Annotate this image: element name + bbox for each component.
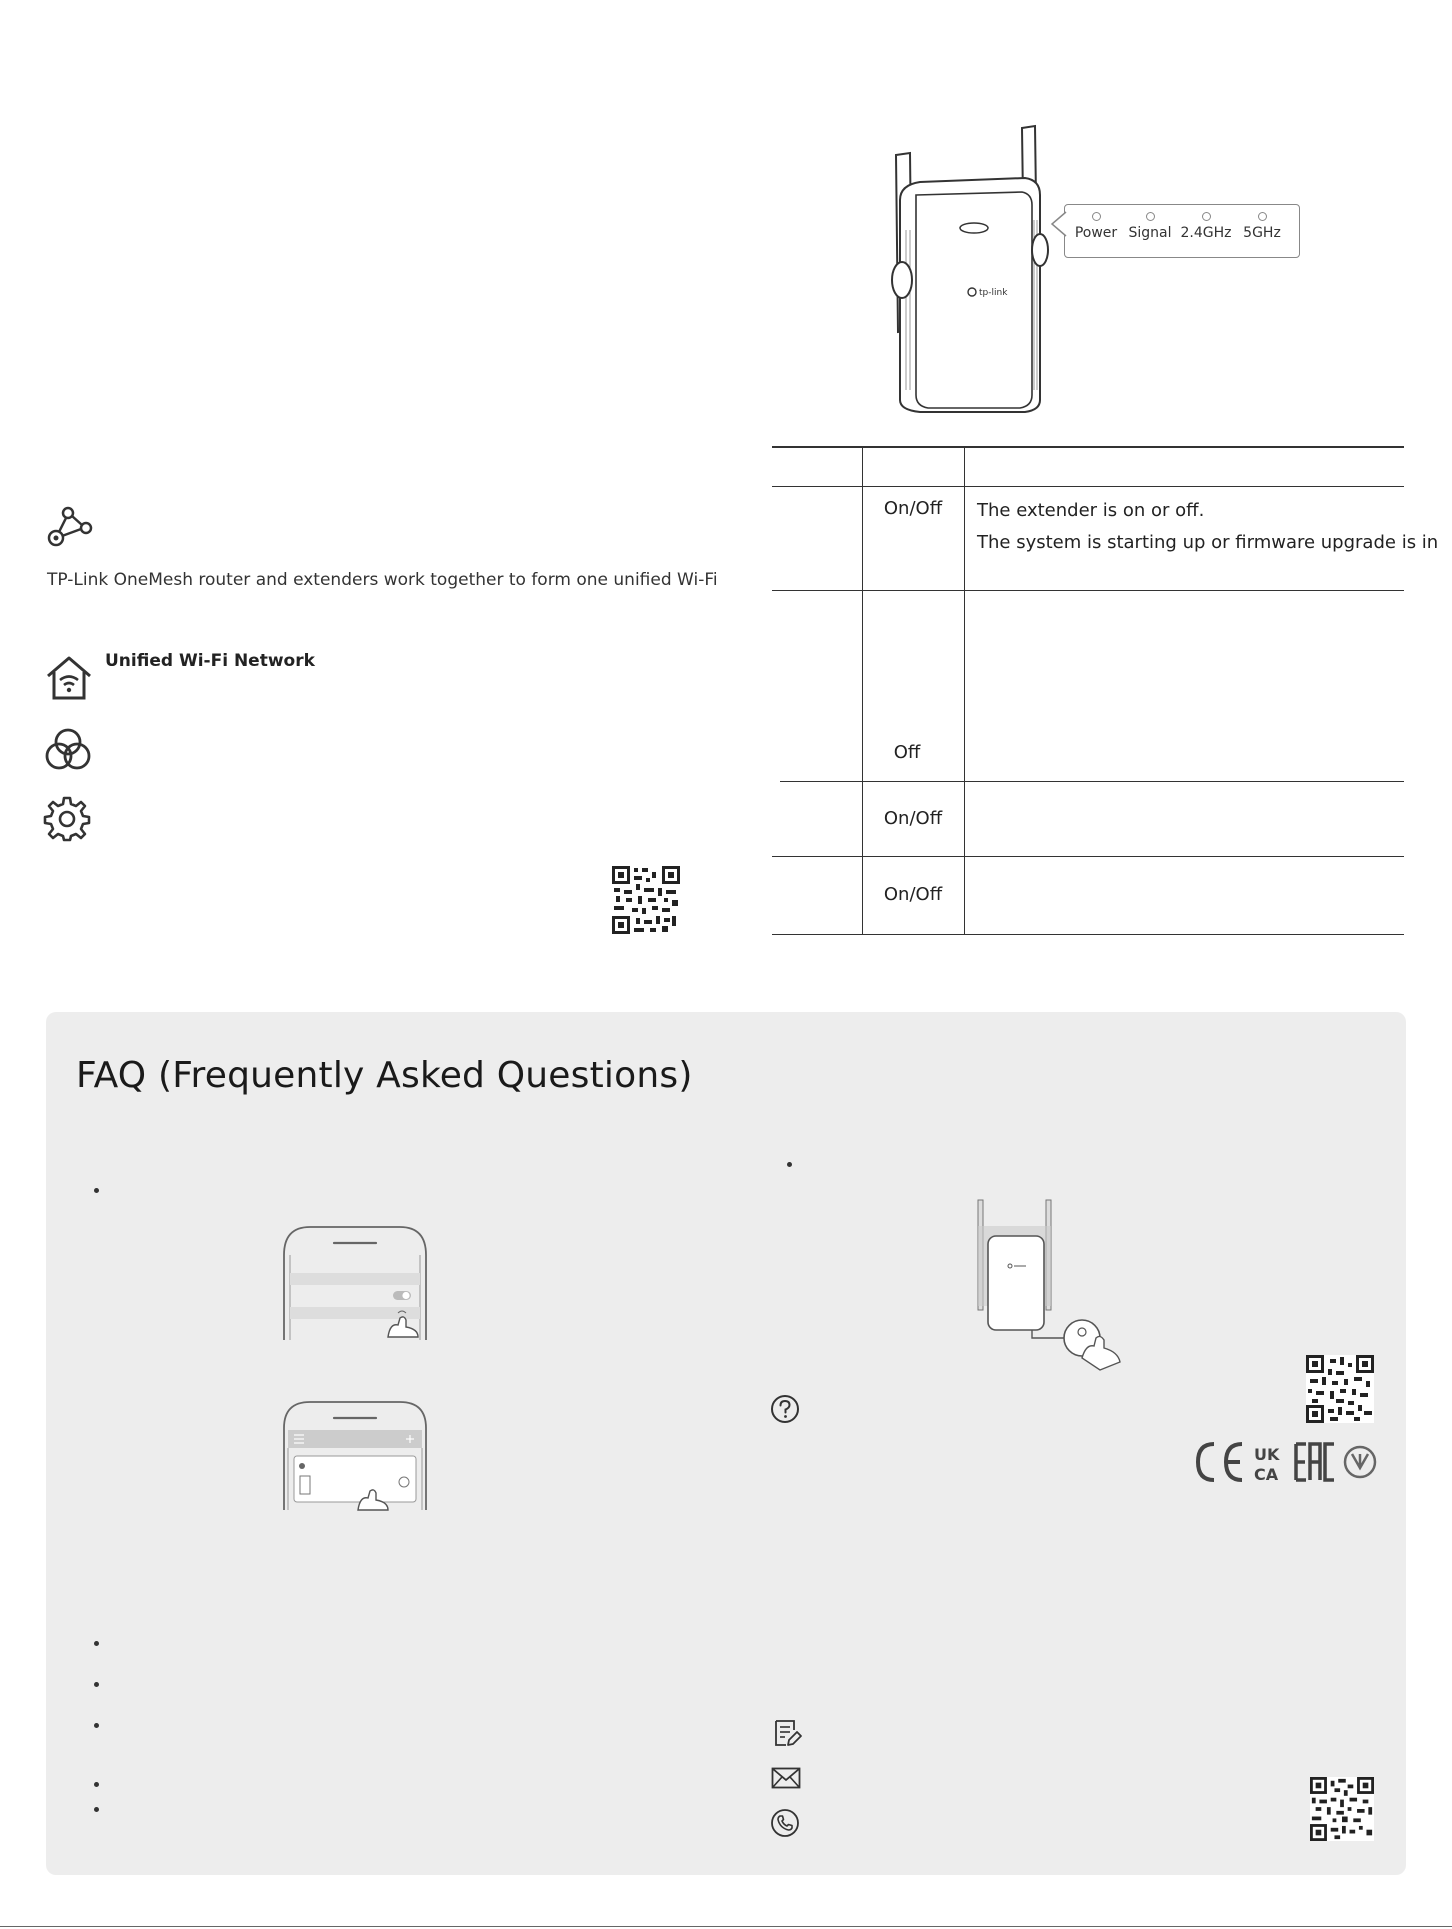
led-status-cell: On/Off — [883, 884, 943, 905]
led-label-row — [1064, 212, 1298, 252]
bullet — [94, 1723, 99, 1728]
document-edit-icon — [772, 1718, 802, 1748]
ukca-mark-uk: UK — [1254, 1445, 1280, 1464]
mail-icon — [771, 1767, 801, 1789]
bullet — [94, 1188, 99, 1193]
brand-logo: tp-link — [979, 288, 1008, 298]
led-5g — [1238, 212, 1286, 241]
feature-title: Unified Wi-Fi Network — [105, 651, 315, 671]
led-status-cell: Off — [893, 742, 921, 763]
bullet — [94, 1782, 99, 1787]
certification-marks — [1192, 1440, 1380, 1484]
led-power — [1074, 212, 1118, 241]
extender-reset-illustration — [970, 1196, 1140, 1366]
extender-illustration — [880, 120, 1080, 420]
bullet — [94, 1641, 99, 1646]
bullet — [94, 1807, 99, 1812]
led-status-cell: On/Off — [883, 808, 943, 829]
phone-illustration-app — [280, 1400, 430, 1512]
phone-illustration-settings — [280, 1225, 430, 1345]
led-status-cell: On/Off — [883, 498, 943, 519]
led-desc-line: The extender is on or off. — [977, 500, 1205, 521]
led-2g — [1180, 212, 1232, 241]
help-icon — [770, 1394, 800, 1424]
qr-code — [612, 866, 680, 934]
gear-icon — [44, 795, 90, 841]
bullet — [787, 1162, 792, 1167]
onemesh-icon — [44, 506, 94, 550]
home-wifi-icon — [44, 654, 94, 702]
led-label-signal: Signal — [1128, 225, 1172, 241]
onemesh-intro: TP-Link OneMesh router and extenders work together to form one unified Wi-Fi — [47, 570, 718, 590]
phone-icon — [770, 1808, 800, 1838]
qr-code — [1310, 1777, 1374, 1841]
faq-title: FAQ (Frequently Asked Questions) — [76, 1055, 693, 1096]
led-label-5g: 5GHz — [1243, 225, 1281, 241]
rings-icon — [44, 726, 92, 774]
ukca-mark-ca: CA — [1254, 1465, 1279, 1484]
page-bottom-rule — [0, 1926, 1452, 1927]
led-label-2g: 2.4GHz — [1180, 225, 1232, 241]
bullet — [94, 1682, 99, 1687]
led-label-power: Power — [1074, 225, 1118, 241]
qr-code — [1306, 1355, 1374, 1423]
led-desc-line: The system is starting up or firmware upgrade is in — [977, 532, 1439, 553]
led-signal — [1126, 212, 1174, 241]
